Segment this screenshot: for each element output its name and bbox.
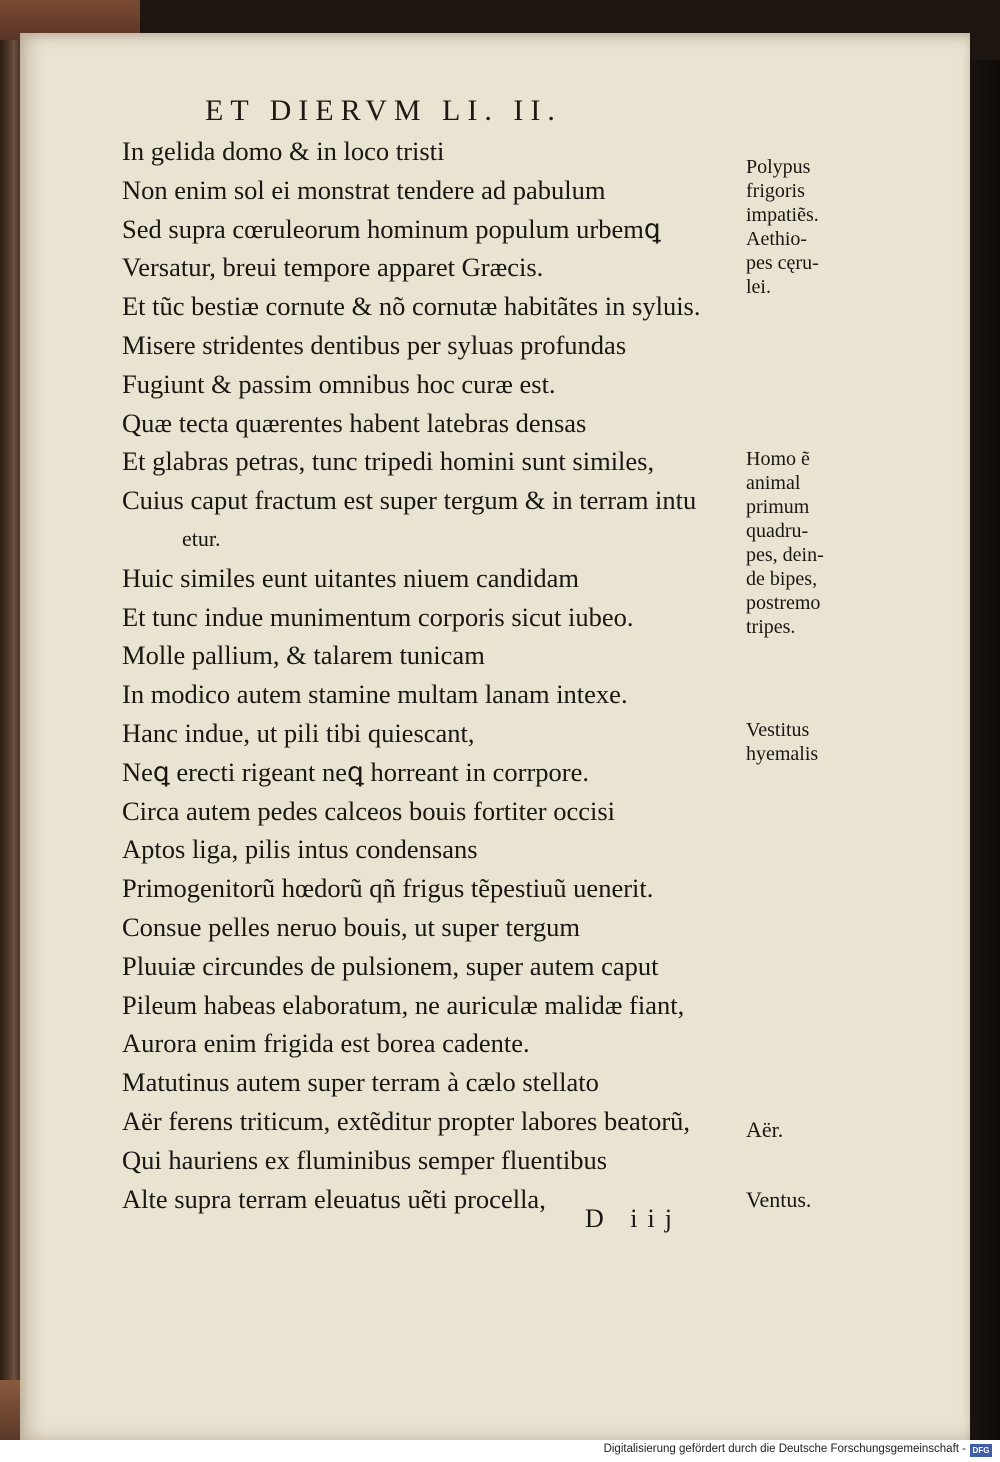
margin-note xyxy=(746,718,856,766)
margin-note xyxy=(746,1188,856,1212)
margin-note-line: impatiẽs. xyxy=(746,204,819,226)
text-line: Aër ferens triticum, extẽditur propter labores beatorũ, xyxy=(122,1105,691,1136)
text-line: Et glabras petras, tunc tripedi homini sunt similes, xyxy=(122,446,655,477)
margin-note-line: animal xyxy=(746,472,801,494)
text-line: Et tũc bestiæ cornute & nõ cornutæ habitãtes in syluis. xyxy=(122,291,701,322)
text-line: Non enim sol ei monstrat tendere ad pabulum xyxy=(122,174,606,205)
text-line: In modico autem stamine multam lanam intexe. xyxy=(122,679,628,710)
text-line: Aurora enim frigida est borea cadente. xyxy=(122,1028,530,1059)
margin-note-line: frigoris xyxy=(746,180,805,202)
signature-mark: D iij xyxy=(585,1204,682,1233)
text-line: Versatur, breui tempore apparet Græcis. xyxy=(122,252,544,283)
text-line: Hanc indue, ut pili tibi quiescant, xyxy=(122,717,475,748)
text-line: Pluuiæ circundes de pulsionem, super autem caput xyxy=(122,950,659,981)
text-line: Fugiunt & passim omnibus hoc curæ est. xyxy=(122,368,556,399)
margin-note xyxy=(746,447,856,639)
margin-note-line: quadru- xyxy=(746,520,809,542)
margin-note-line: lei. xyxy=(746,276,771,298)
text-line: Primogenitorũ hœdorũ qñ frigus tẽpestiuũ uenerit. xyxy=(122,873,654,904)
page-edge-shadow xyxy=(970,60,1000,1440)
margin-note-line: tripes. xyxy=(746,616,796,638)
dfg-logo-icon[interactable]: DFG xyxy=(970,1444,992,1457)
text-line: Pileum habeas elaboratum, ne auriculæ malidæ fiant, xyxy=(122,989,685,1020)
margin-note-line: hyemalis xyxy=(746,743,819,765)
text-line: Circa autem pedes calceos bouis fortiter occisi xyxy=(122,795,616,826)
margin-note-line: pes cęru- xyxy=(746,252,819,274)
margin-note-line: primum xyxy=(746,496,810,518)
text-line: Molle pallium, & talarem tunicam xyxy=(122,640,485,671)
margin-note xyxy=(746,1118,856,1142)
margin-note-line: Aër. xyxy=(746,1117,784,1142)
margin-note-line: Homo ẽ xyxy=(746,448,810,470)
text-line: Huic similes eunt uitantes niuem candidam xyxy=(122,562,580,593)
text-line: Sed supra cœruleorum hominum populum urbemꝗ xyxy=(122,213,661,244)
footer-credit[interactable]: Digitalisierung gefördert durch die Deutsche Forschungsgemeinschaft - xyxy=(603,1443,966,1455)
text-line: Et tunc indue munimentum corporis sicut iubeo. xyxy=(122,601,634,632)
margin-note-line: de bipes, xyxy=(746,568,818,590)
text-line: Neꝗ erecti rigeant neꝗ horreant in corrpore. xyxy=(122,756,589,787)
margin-note-line: postremo xyxy=(746,592,821,614)
margin-note-line: Ventus. xyxy=(746,1187,812,1212)
text-line: etur. xyxy=(182,525,221,551)
text-line: Quæ tecta quærentes habent latebras densas xyxy=(122,407,587,438)
margin-note-line: Aethio- xyxy=(746,228,808,250)
margin-note xyxy=(746,155,856,299)
main-text-block xyxy=(122,132,742,1218)
text-line: Cuius caput fractum est super tergum & in terram intu xyxy=(122,485,697,516)
text-line: Qui hauriens ex fluminibus semper fluentibus xyxy=(122,1144,608,1175)
margin-note-line: Vestitus xyxy=(746,719,810,741)
text-line: Aptos liga, pilis intus condensans xyxy=(122,834,478,865)
text-line: Matutinus autem super terram à cælo stellato xyxy=(122,1067,599,1098)
text-line: Consue pelles neruo bouis, ut super tergum xyxy=(122,911,581,942)
running-head: ET DIERVM LI. II. xyxy=(205,94,562,127)
text-line: Misere stridentes dentibus per syluas profundas xyxy=(122,329,627,360)
text-line: Alte supra terram eleuatus uẽti procella, xyxy=(122,1183,546,1214)
margin-note-line: pes, dein- xyxy=(746,544,824,566)
margin-note-line: Polypus xyxy=(746,156,811,178)
text-line: In gelida domo & in loco tristi xyxy=(122,136,445,166)
